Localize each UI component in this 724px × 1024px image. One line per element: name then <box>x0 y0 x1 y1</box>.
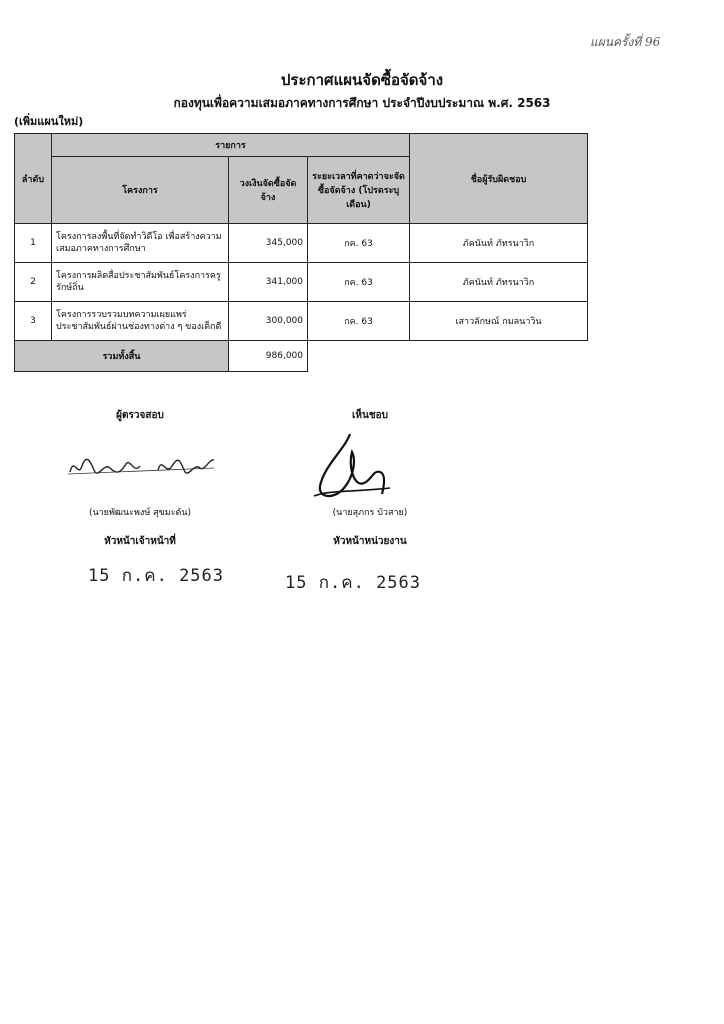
total-row <box>15 341 588 372</box>
reviewer-name: (นายพัฒนะพงษ์ สุขมะดัน) <box>88 508 192 518</box>
reviewer-date-stamp: 15 ก.ค. 2563 <box>88 566 225 586</box>
row-project: โครงการรวบรวมบทความเผยแพร่ประชาสัมพันธ์ผ่านช่องทางต่าง ๆ ของเด็กดี <box>52 302 229 341</box>
reviewer-signature <box>64 448 224 484</box>
approver-name: (นายสุภกร บัวสาย) <box>332 508 408 518</box>
header-time: ระยะเวลาที่คาดว่าจะจัดซื้อจัดจ้าง (โปรดระบุเดือน) <box>308 157 410 224</box>
row-budget: 345,000 <box>229 224 308 263</box>
row-time: กค. 63 <box>308 263 410 302</box>
document-title: ประกาศแผนจัดซื้อจัดจ้าง <box>280 71 444 89</box>
row-budget: 300,000 <box>229 302 308 341</box>
row-budget: 341,000 <box>229 263 308 302</box>
header-project: โครงการ <box>52 157 229 224</box>
approver-date-stamp: 15 ก.ค. 2563 <box>285 573 422 593</box>
row-project: โครงการลงพื้นที่จัดทำวิดีโอ เพื่อสร้างความเสมอภาคทางการศึกษา <box>52 224 229 263</box>
header-owner: ชื่อผู้รับผิดชอบ <box>410 134 588 224</box>
row-time: กค. 63 <box>308 302 410 341</box>
row-owner: ภัคนันท์ ภัทรนาวิก <box>410 224 588 263</box>
total-value: 986,000 <box>229 341 308 372</box>
row-owner: ภัคนันท์ ภัทรนาวิก <box>410 263 588 302</box>
handwritten-plan-note: แผนครั้งที่ 96 <box>590 35 661 49</box>
table-row <box>15 263 588 302</box>
table-row <box>15 224 588 263</box>
row-project: โครงการผลิตสื่อประชาสัมพันธ์โครงการครูรักษ์ถิ่น <box>52 263 229 302</box>
reviewer-label: ผู้ตรวจสอบ <box>116 410 164 421</box>
row-no: 1 <box>15 224 52 263</box>
header-budget: วงเงินจัดซื้อจัดจ้าง <box>229 157 308 224</box>
table-row <box>15 302 588 341</box>
row-no: 2 <box>15 263 52 302</box>
approver-signature <box>310 430 400 510</box>
row-time: กค. 63 <box>308 224 410 263</box>
row-owner: เสาวลักษณ์ กมลนาวิน <box>410 302 588 341</box>
approver-position: หัวหน้าหน่วยงาน <box>333 536 407 547</box>
header-items: รายการ <box>52 134 410 157</box>
header-no: ลำดับ <box>15 134 52 224</box>
approver-label: เห็นชอบ <box>352 410 388 421</box>
new-plan-tag: (เพิ่มแผนใหม่) <box>14 115 84 128</box>
document-subtitle: กองทุนเพื่อความเสมอภาคทางการศึกษา ประจำปีงบประมาณ พ.ศ. 2563 <box>173 96 551 110</box>
reviewer-position: หัวหน้าเจ้าหน้าที่ <box>104 536 176 547</box>
procurement-plan-table <box>14 133 588 372</box>
row-no: 3 <box>15 302 52 341</box>
total-label: รวมทั้งสิ้น <box>15 341 229 372</box>
